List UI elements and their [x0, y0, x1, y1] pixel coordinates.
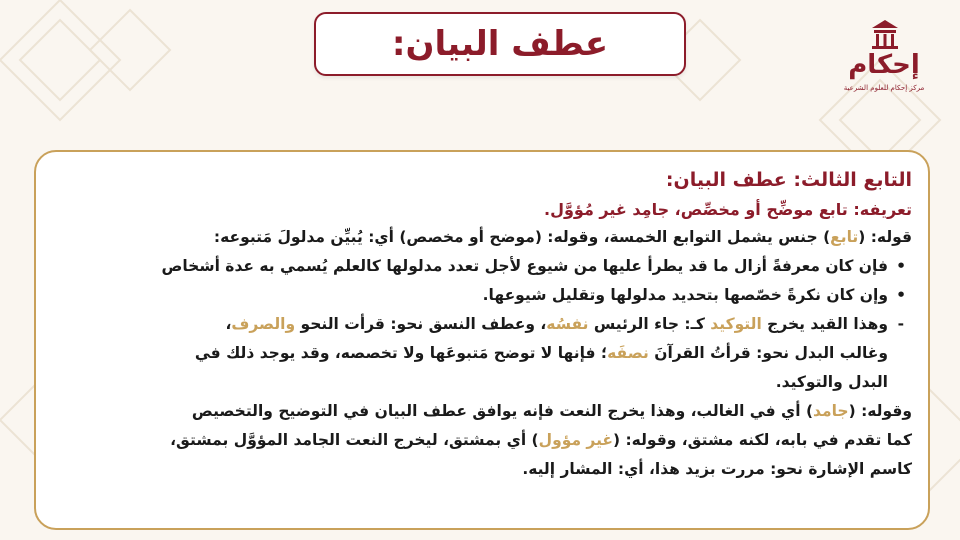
- section-heading: التابع الثالث: عطف البيان:: [665, 169, 912, 191]
- bullet-item-2: • وإن كان نكرةً خصّصها بتحديد مدلولها وتقليل شيوعها.: [52, 281, 912, 310]
- building-icon: [870, 18, 900, 50]
- bullet-item-1: • فإن كان معرفةً أزال ما قد يطرأ عليها من شيوع لأجل تعدد مدلولها كالعلم يُسمي به عدة أشخاص: [52, 252, 912, 281]
- logo-subtitle: مركز إحكام للعلوم الشرعية: [843, 84, 925, 92]
- title-box: [314, 12, 686, 76]
- logo: [840, 14, 940, 100]
- text-line-11: كاسم الإشارة نحو: مررت بزيد هذا، أي: المشار إليه.: [522, 460, 912, 478]
- page-title: عطف البيان:: [391, 24, 609, 64]
- text-line-8: البدل والتوكيد.: [775, 373, 888, 391]
- logo-word: إحكام: [848, 50, 920, 80]
- text-line-6: - وهذا القيد يخرج التوكيد كـ: جاء الرئيس نفسُه، وعطف النسق نحو: قرأت النحو والصرف،: [52, 310, 912, 339]
- text-line-7: وغالب البدل نحو: قرأتُ القرآنَ نصفَه؛ فإنها لا توضح مَتبوعَها ولا تخصصه، وقد يوجد ذلك في: [194, 344, 888, 362]
- text-line-3: قوله: (تابع) جنس يشمل التوابع الخمسة، وقوله: (موضح أو مخصص) أي: يُبيِّن مدلولَ مَتبوعه:: [213, 228, 912, 246]
- text-line-9: وقوله: (جامد) أي في الغالب، وهذا يخرج النعت فإنه يوافق عطف البيان في التوضيح والتخصيص: [191, 402, 912, 420]
- definition-line: تعريفه: تابع موضِّح أو مخصِّص، جامِد غير مُؤوَّل.: [544, 200, 912, 219]
- content-box: [34, 150, 930, 530]
- text-line-10: كما تقدم في بابه، لكنه مشتق، وقوله: (غير مؤول) أي بمشتق، ليخرج النعت الجامد المؤوَّل بمشتق،: [170, 431, 912, 449]
